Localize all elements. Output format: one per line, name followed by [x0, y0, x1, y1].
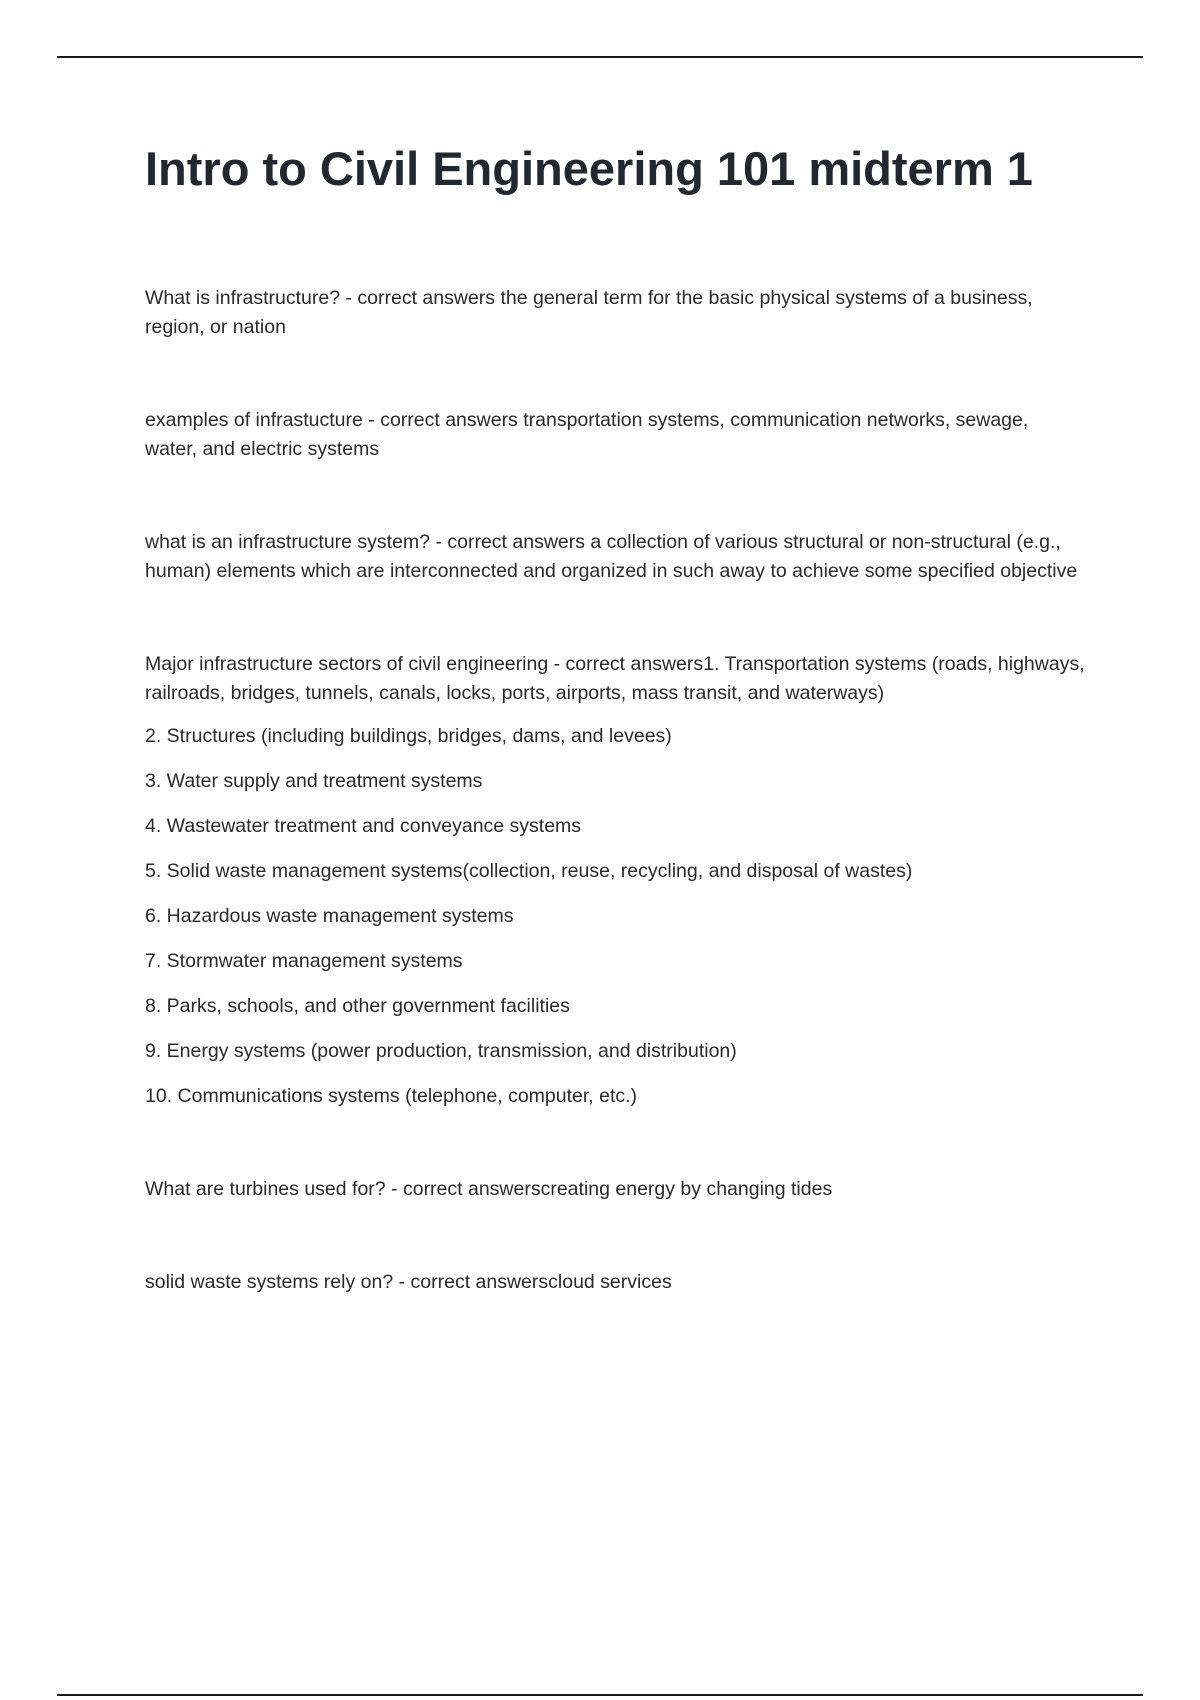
- list-item: 9. Energy systems (power production, transmission, and distribution): [145, 1040, 737, 1062]
- answer-text: 1. Transportation systems (roads, highways, railroads, bridges, tunnels, canals, locks, ports, airports, mass transit, and waterways): [145, 653, 1085, 704]
- list-item: 5. Solid waste management systems(collection, reuse, recycling, and disposal of wastes): [145, 860, 913, 882]
- list-item: 4. Wastewater treatment and conveyance systems: [145, 815, 582, 837]
- list-item: 3. Water supply and treatment systems: [145, 770, 483, 792]
- answer-separator: - correct answers: [393, 1271, 549, 1293]
- qa-item: [145, 650, 1085, 1111]
- list-item: 6. Hazardous waste management systems: [145, 905, 514, 927]
- qa-item: [145, 406, 1085, 464]
- top-rule: [57, 56, 1143, 58]
- question-text: Major infrastructure sectors of civil engineering: [145, 653, 549, 675]
- list-item: 2. Structures (including buildings, bridges, dams, and levees): [145, 725, 672, 747]
- qa-item: [145, 284, 1085, 342]
- document-title: Intro to Civil Engineering 101 midterm 1: [145, 142, 1033, 195]
- answer-separator: - correct answers: [430, 531, 585, 553]
- document-body: [145, 140, 1085, 1361]
- answer-separator: - correct answers: [548, 653, 704, 675]
- answer-separator: - correct answers: [340, 287, 496, 309]
- list-item: 7. Stormwater management systems: [145, 950, 463, 972]
- question-text: What is infrastructure?: [145, 287, 341, 309]
- answer-text: cloud services: [548, 1271, 672, 1293]
- qa-list: [145, 284, 1085, 1297]
- qa-item: [145, 528, 1085, 586]
- question-text: examples of infrastucture: [145, 409, 363, 431]
- answer-text: a collection of various structural or non-structural (e.g., human) elements which are interconnected and organized in such away to achieve some specified objective: [145, 531, 1078, 582]
- qa-item: [145, 1268, 1085, 1297]
- answer-text: creating energy by changing tides: [540, 1178, 833, 1200]
- list-item: 8. Parks, schools, and other government facilities: [145, 995, 570, 1017]
- answer-separator: - correct answers: [385, 1178, 541, 1200]
- bottom-rule: [57, 1694, 1143, 1696]
- answer-separator: - correct answers: [362, 409, 518, 431]
- question-text: What are turbines used for?: [145, 1178, 386, 1200]
- list-item: 10. Communications systems (telephone, computer, etc.): [145, 1085, 638, 1107]
- answer-text: transportation systems, communication networks, sewage, water, and electric systems: [145, 409, 1029, 460]
- answer-text: the general term for the basic physical systems of a business, region, or nation: [145, 287, 1033, 338]
- qa-item: [145, 1175, 1085, 1204]
- question-text: what is an infrastructure system?: [145, 531, 431, 553]
- sector-list: [145, 722, 1085, 1111]
- question-text: solid waste systems rely on?: [145, 1271, 394, 1293]
